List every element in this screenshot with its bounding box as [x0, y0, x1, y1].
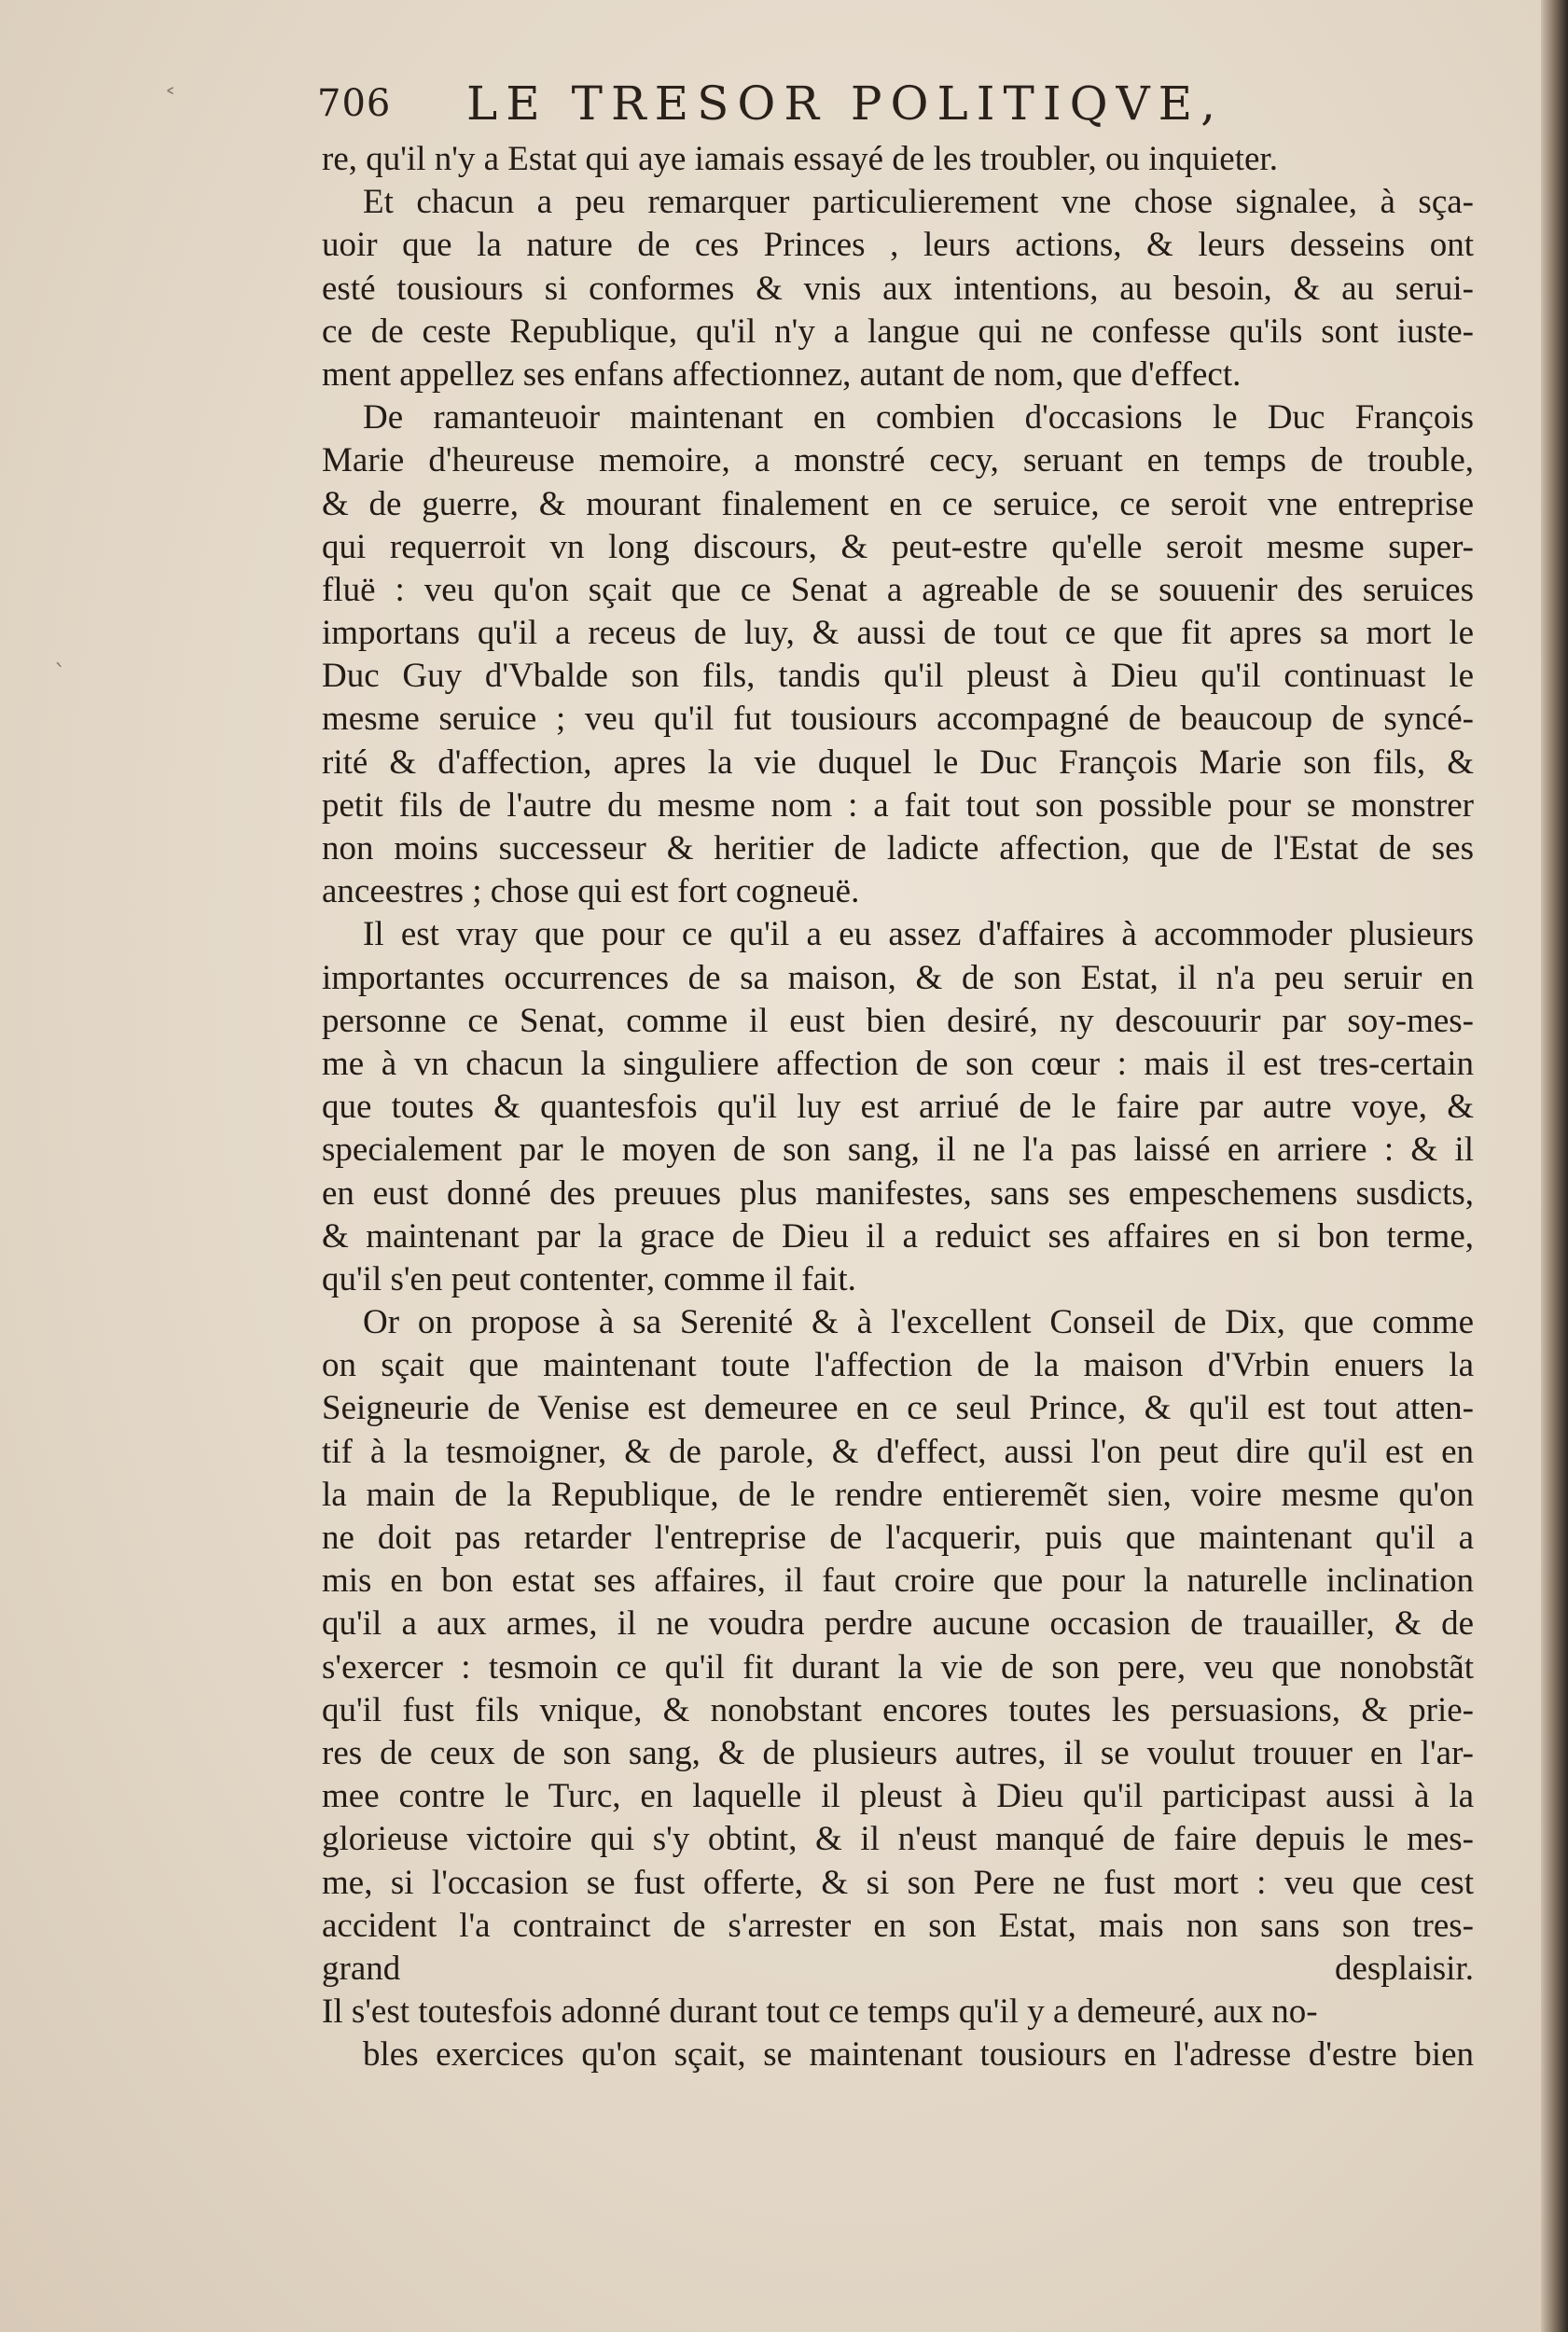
- text-line: importans qu'il a receus de luy, & aussi de tout ce que fit apres sa mort le: [322, 614, 1474, 653]
- text-line: on sçait que maintenant toute l'affection de la maison d'Vrbin enuers la: [322, 1346, 1474, 1385]
- text-line: non moins successeur & heritier de ladicte affection, que de l'Estat de ses: [322, 829, 1474, 868]
- text-line: specialement par le moyen de son sang, il ne l'a pas laissé en arriere : & il: [322, 1131, 1474, 1170]
- text-line: accident l'a contrainct de s'arrester en son Estat, mais non sans son tres-: [322, 1906, 1474, 1945]
- text-line: qu'il fust fils vnique, & nonobstant encores toutes les persuasions, & prie-: [322, 1690, 1474, 1729]
- page-gutter-shadow: [1541, 0, 1568, 2332]
- text-line: anceestres ; chose qui est fort cogneuë.: [322, 872, 860, 911]
- text-line: esté tousiours si conformes & vnis aux intentions, au besoin, & au serui-: [322, 269, 1474, 308]
- running-title: LE TRESOR POLITIQVE,: [466, 76, 1225, 131]
- text-line: personne ce Senat, comme il eust bien desiré, ny descouurir par soy-mes-: [322, 1001, 1474, 1040]
- text-line: De ramanteuoir maintenant en combien d'occasions le Duc François: [363, 398, 1474, 437]
- text-line: bles exercices qu'on sçait, se maintenant tousiours en l'adresse d'estre bien: [363, 2035, 1474, 2075]
- page-number: 706: [317, 82, 392, 125]
- text-line: importantes occurrences de sa maison, & de son Estat, il n'a peu seruir en: [322, 958, 1474, 997]
- text-line: Seigneurie de Venise est demeuree en ce seul Prince, & qu'il est tout atten-: [322, 1389, 1474, 1428]
- text-line: grand desplaisir.: [322, 1949, 1474, 1988]
- text-line: en eust donné des preuues plus manifestes, sans ses empeschemens susdicts,: [322, 1173, 1474, 1213]
- text-line: Or on propose à sa Serenité & à l'excellent Conseil de Dix, que comme: [363, 1303, 1474, 1342]
- text-line: re, qu'il n'y a Estat qui aye iamais essayé de les troubler, ou inquieter.: [322, 140, 1278, 178]
- text-line: Il s'est toutesfois adonné durant tout ce temps qu'il y a demeuré, aux no-: [322, 1992, 1318, 2032]
- text-line: qu'il s'en peut contenter, comme il fait.: [322, 1259, 856, 1298]
- text-line: petit fils de l'autre du mesme nom : a fait tout son possible pour se monstrer: [322, 785, 1474, 825]
- text-line: & maintenant par la grace de Dieu il a reduict ses affaires en si bon terme,: [322, 1216, 1474, 1256]
- text-line: Il est vray que pour ce qu'il a eu assez d'affaires à accommoder plusieurs: [363, 915, 1474, 954]
- margin-mark: ˂: [164, 86, 176, 114]
- text-line: & de guerre, & mourant finalement en ce seruice, ce seroit vne entreprise: [322, 484, 1474, 523]
- text-line: Duc Guy d'Vbalde son fils, tandis qu'il pleust à Dieu qu'il continuast le: [322, 657, 1474, 696]
- text-line: me à vn chacun la singuliere affection de son cœur : mais il est tres-certain: [322, 1044, 1474, 1083]
- text-line: mesme seruice ; veu qu'il fut tousiours accompagné de beaucoup de syncé-: [322, 700, 1474, 739]
- text-line: mis en bon estat ses affaires, il faut croire que pour la naturelle inclination: [322, 1562, 1474, 1601]
- text-line: fluë : veu qu'on sçait que ce Senat a agreable de se souuenir des seruices: [322, 570, 1474, 609]
- text-line: res de ceux de son sang, & de plusieurs autres, il se voulut trouuer en l'ar-: [322, 1733, 1474, 1772]
- text-line: uoir que la nature de ces Princes , leurs actions, & leurs desseins ont: [322, 226, 1474, 265]
- text-line: ne doit pas retarder l'entreprise de l'acquerir, puis que maintenant qu'il a: [322, 1519, 1474, 1557]
- text-line: Et chacun a peu remarquer particulierement vne chose signalee, à sça-: [363, 183, 1474, 222]
- text-line: me, si l'occasion se fust offerte, & si son Pere ne fust mort : veu que cest: [322, 1863, 1474, 1902]
- text-line: ment appellez ses enfans affectionnez, autant de nom, que d'effect.: [322, 354, 1242, 394]
- text-line: que toutes & quantesfois qu'il luy est arriué de le faire par autre voye, &: [322, 1088, 1474, 1127]
- text-line: qui requerroit vn long discours, & peut-estre qu'elle seroit mesme super-: [322, 527, 1474, 566]
- text-line: la main de la Republique, de le rendre entieremẽt sien, voire mesme qu'on: [322, 1475, 1474, 1514]
- text-line: qu'il a aux armes, il ne voudra perdre aucune occasion de trauailler, & de: [322, 1604, 1474, 1644]
- text-line: rité & d'affection, apres la vie duquel le Duc François Marie son fils, &: [322, 743, 1474, 782]
- text-line: s'exercer : tesmoin ce qu'il fit durant la vie de son pere, veu que nonobstãt: [322, 1647, 1474, 1687]
- text-line: Marie d'heureuse memoire, a monstré cecy, seruant en temps de trouble,: [322, 441, 1474, 480]
- text-line: tif à la tesmoigner, & de parole, & d'effect, aussi l'on peut dire qu'il est en: [322, 1432, 1474, 1471]
- page-header: [317, 76, 1250, 142]
- text-line: glorieuse victoire qui s'y obtint, & il n'eust manqué de faire depuis le mes-: [322, 1820, 1474, 1859]
- body-text: [322, 138, 1474, 2076]
- margin-mark: ˋ: [54, 660, 66, 688]
- text-line: mee contre le Turc, en laquelle il pleust à Dieu qu'il participast aussi à la: [322, 1777, 1474, 1816]
- text-line: ce de ceste Republique, qu'il n'y a langue qui ne confesse qu'ils sont iuste-: [322, 312, 1474, 351]
